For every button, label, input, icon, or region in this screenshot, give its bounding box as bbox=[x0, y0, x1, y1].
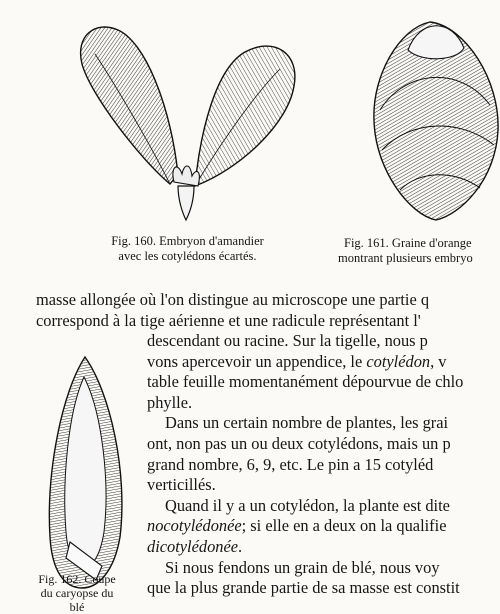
fig-161-caption-line: montrant plusieurs embryo bbox=[338, 251, 473, 265]
text-fragment: , v bbox=[430, 351, 447, 371]
text-fragment: descendant ou racine. Sur la tigelle, nous p bbox=[147, 331, 428, 350]
text-fragment: nocotylédonée bbox=[147, 516, 242, 536]
text-fragment: dicotylédonée bbox=[147, 536, 239, 556]
text-line bbox=[147, 475, 463, 496]
text-line bbox=[147, 578, 463, 599]
text-line bbox=[147, 434, 463, 455]
text-fragment: ; si elle en a deux on la qualifie bbox=[241, 516, 447, 536]
text-line bbox=[147, 455, 463, 476]
fig-162-caption-line: Fig. 162. Coupe bbox=[38, 572, 116, 586]
text-line bbox=[147, 558, 463, 579]
orange-seed-illustration bbox=[360, 10, 500, 225]
fig-162-caption-line: du caryopse du bbox=[40, 586, 114, 600]
fig-162-caption-line: blé bbox=[69, 600, 85, 614]
text-line: masse allongée où l'on distingue au microscope une partie q bbox=[36, 290, 430, 309]
fig-160-caption-line: avec les cotylédons écartés. bbox=[118, 249, 257, 263]
text-fragment: vons apercevoir un appendice, le bbox=[147, 351, 367, 371]
text-fragment: Si nous fendons un grain de blé, nous voy bbox=[165, 557, 440, 577]
text-fragment: table feuille momentanément dépourvue de chlo bbox=[147, 372, 464, 392]
text-fragment: verticillés. bbox=[147, 475, 216, 495]
fig-161-caption bbox=[338, 236, 500, 266]
text-line bbox=[147, 331, 463, 352]
text-fragment: . bbox=[238, 536, 243, 556]
text-line bbox=[147, 393, 463, 414]
text-fragment: ont, non pas un ou deux cotylédons, mais un p bbox=[147, 433, 451, 453]
text-fragment: cotylédon bbox=[366, 351, 431, 371]
fig-160-caption bbox=[85, 234, 290, 264]
text-fragment: grand nombre, 6, 9, etc. Le pin a 15 cotyléd bbox=[147, 454, 434, 474]
text-line bbox=[147, 372, 463, 393]
body-text-right-column bbox=[147, 331, 463, 599]
text-line bbox=[147, 413, 463, 434]
text-line: correspond à la tige aérienne et une radicule représentant l' bbox=[36, 310, 421, 330]
text-line bbox=[147, 537, 463, 558]
text-fragment: phylle. bbox=[147, 392, 193, 412]
almond-embryo-illustration bbox=[70, 14, 310, 234]
body-text-top bbox=[36, 290, 429, 331]
text-line bbox=[147, 496, 463, 517]
text-fragment: Quand il y a un cotylédon, la plante est dite bbox=[165, 495, 450, 515]
text-line bbox=[147, 516, 463, 537]
fig-162-caption bbox=[22, 572, 132, 614]
fig-161-caption-line: Fig. 161. Graine d'orange bbox=[344, 236, 472, 250]
fig-160-caption-line: Fig. 160. Embryon d'amandier bbox=[111, 234, 264, 248]
text-line bbox=[147, 352, 463, 373]
wheat-caryopsis-illustration bbox=[40, 352, 130, 597]
text-fragment: que la plus grande partie de sa masse est constit bbox=[147, 578, 460, 598]
text-fragment: Dans un certain nombre de plantes, les grai bbox=[165, 413, 449, 433]
